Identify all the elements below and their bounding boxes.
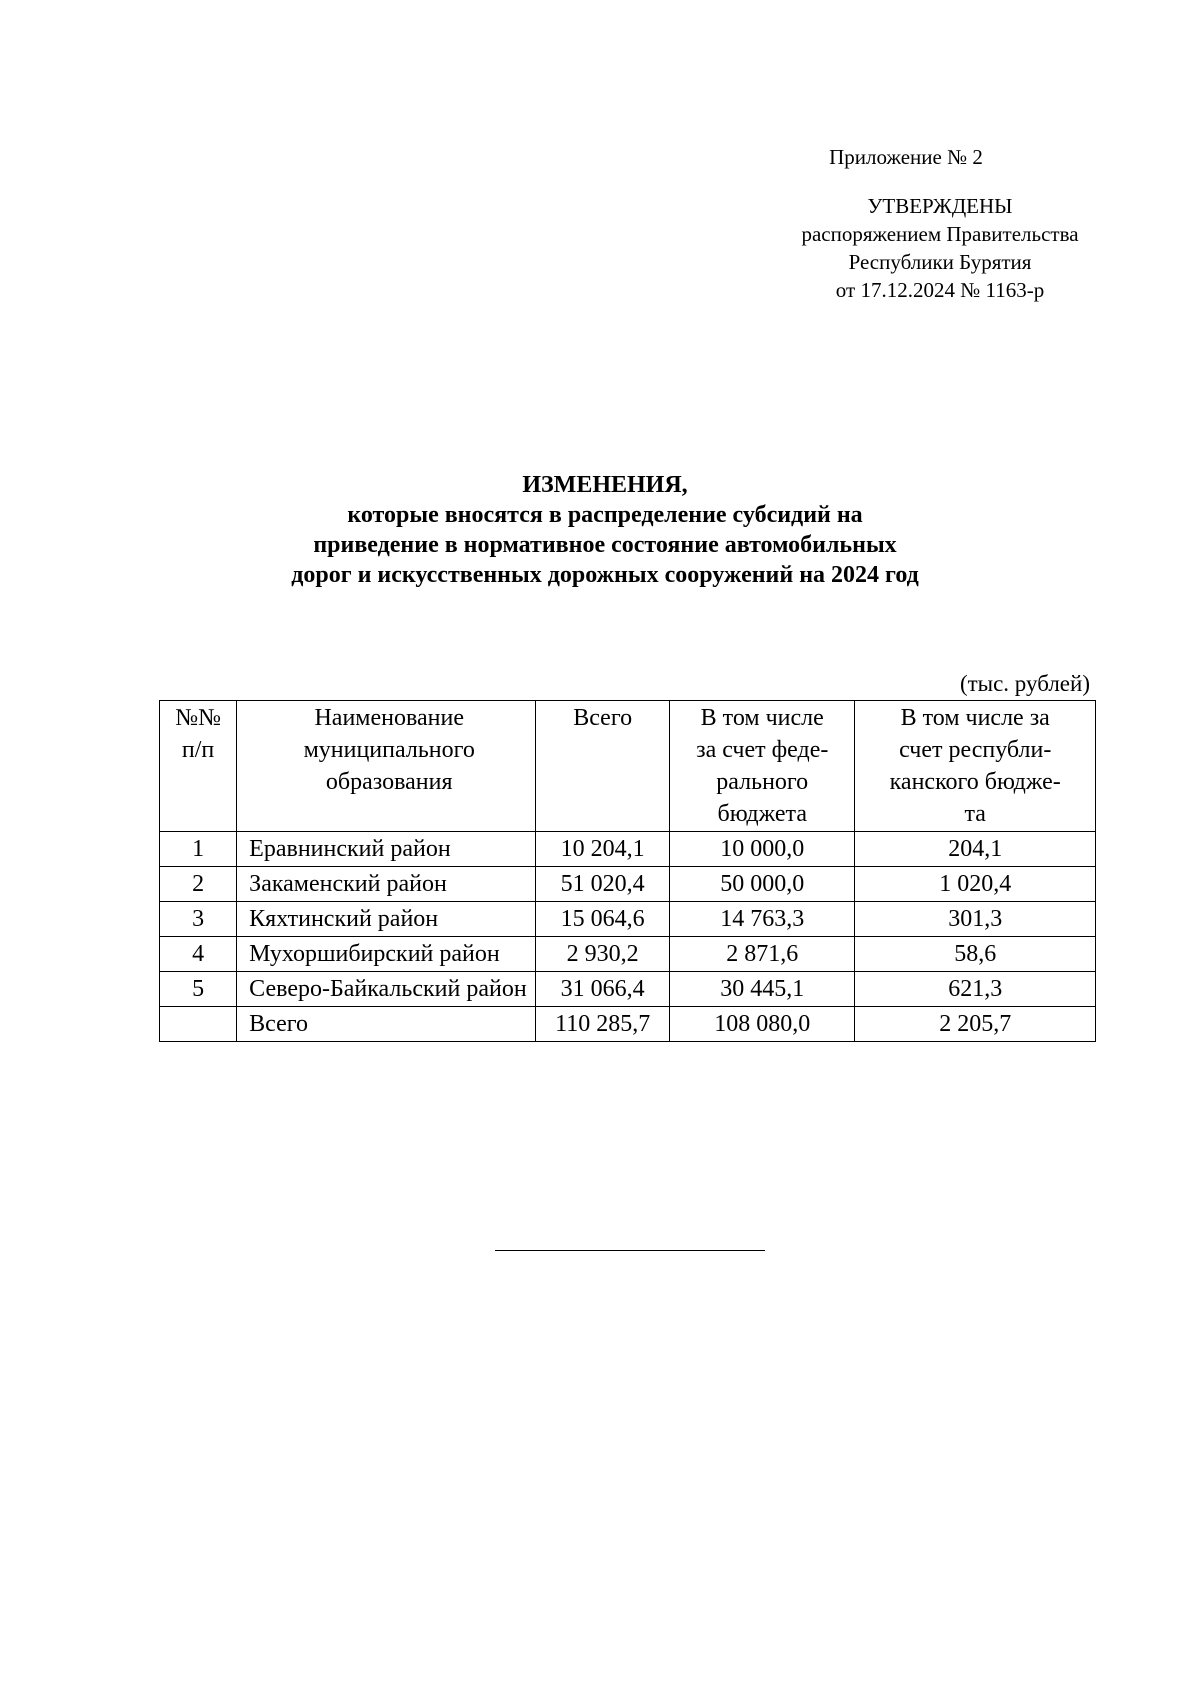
total-name: Всего — [237, 1007, 536, 1042]
table-body — [160, 832, 1096, 1042]
row-federal: 50 000,0 — [670, 867, 855, 902]
table-row — [160, 832, 1096, 867]
row-num: 3 — [160, 902, 237, 937]
approval-block — [740, 143, 1140, 304]
header-republic-line: В том числе за — [900, 705, 1050, 731]
header-name-line: Наименование — [314, 705, 464, 731]
header-federal-line: В том числе — [700, 705, 824, 731]
document-subtitle-line-3: дорог и искусственных дорожных сооружений на 2024 год — [291, 562, 919, 588]
row-num: 1 — [160, 832, 237, 867]
row-name: Закаменский район — [237, 867, 536, 902]
row-name: Мухоршибирский район — [237, 937, 536, 972]
row-total: 2 930,2 — [536, 937, 670, 972]
row-name: Еравнинский район — [237, 832, 536, 867]
table-header-row — [160, 701, 1096, 832]
total-republic: 2 205,7 — [855, 1007, 1096, 1042]
document-title: ИЗМЕНЕНИЯ, — [522, 472, 688, 498]
table-row — [160, 937, 1096, 972]
row-total: 15 064,6 — [536, 902, 670, 937]
row-num: 2 — [160, 867, 237, 902]
row-num: 5 — [160, 972, 237, 1007]
table-total-row — [160, 1007, 1096, 1042]
row-federal: 14 763,3 — [670, 902, 855, 937]
header-republic-line: та — [964, 801, 986, 827]
row-republic: 301,3 — [855, 902, 1096, 937]
row-republic: 1 020,4 — [855, 867, 1096, 902]
header-federal-line: рального — [716, 769, 809, 795]
row-republic: 204,1 — [855, 832, 1096, 867]
row-republic: 58,6 — [855, 937, 1096, 972]
subsidy-table — [159, 700, 1096, 1042]
document-subtitle-line-2: приведение в нормативное состояние автомобильных — [313, 532, 897, 558]
row-total: 10 204,1 — [536, 832, 670, 867]
row-total: 51 020,4 — [536, 867, 670, 902]
header-total-line: Всего — [573, 705, 633, 731]
table-header — [160, 701, 1096, 832]
row-name: Северо-Байкальский район — [237, 972, 536, 1007]
row-num: 4 — [160, 937, 237, 972]
header-total — [536, 701, 670, 832]
header-name — [237, 701, 536, 832]
approved-date-number: от 17.12.2024 № 1163-р — [835, 278, 1045, 302]
unit-label: (тыс. рублей) — [959, 671, 1090, 696]
header-name-line: муниципального — [303, 737, 475, 763]
document-subtitle-line-1: которые вносятся в распределение субсидий на — [347, 502, 863, 528]
header-name-line: образования — [325, 769, 453, 795]
row-total: 31 066,4 — [536, 972, 670, 1007]
total-num — [160, 1007, 237, 1042]
header-republic-line: счет республи- — [899, 737, 1052, 763]
header-num-line: №№ — [175, 705, 221, 731]
table-row — [160, 867, 1096, 902]
row-federal: 2 871,6 — [670, 937, 855, 972]
row-republic: 621,3 — [855, 972, 1096, 1007]
header-federal-line: бюджета — [717, 801, 807, 827]
document-end-line — [495, 1250, 765, 1251]
approved-by-order: распоряжением Правительства — [801, 222, 1079, 246]
header-republic-line: канского бюдже- — [889, 769, 1061, 795]
total-total: 110 285,7 — [536, 1007, 670, 1042]
header-num — [160, 701, 237, 832]
row-federal: 10 000,0 — [670, 832, 855, 867]
table-row — [160, 902, 1096, 937]
table-row — [160, 972, 1096, 1007]
total-federal: 108 080,0 — [670, 1007, 855, 1042]
row-name: Кяхтинский район — [237, 902, 536, 937]
row-federal: 30 445,1 — [670, 972, 855, 1007]
header-federal — [670, 701, 855, 832]
header-republic — [855, 701, 1096, 832]
approved-republic: Республики Бурятия — [848, 250, 1032, 274]
appendix-label: Приложение № 2 — [829, 145, 983, 169]
approved-label: УТВЕРЖДЕНЫ — [867, 194, 1013, 218]
header-federal-line: за счет феде- — [696, 737, 829, 763]
header-num-line: п/п — [181, 737, 215, 763]
document-heading — [160, 470, 1050, 590]
